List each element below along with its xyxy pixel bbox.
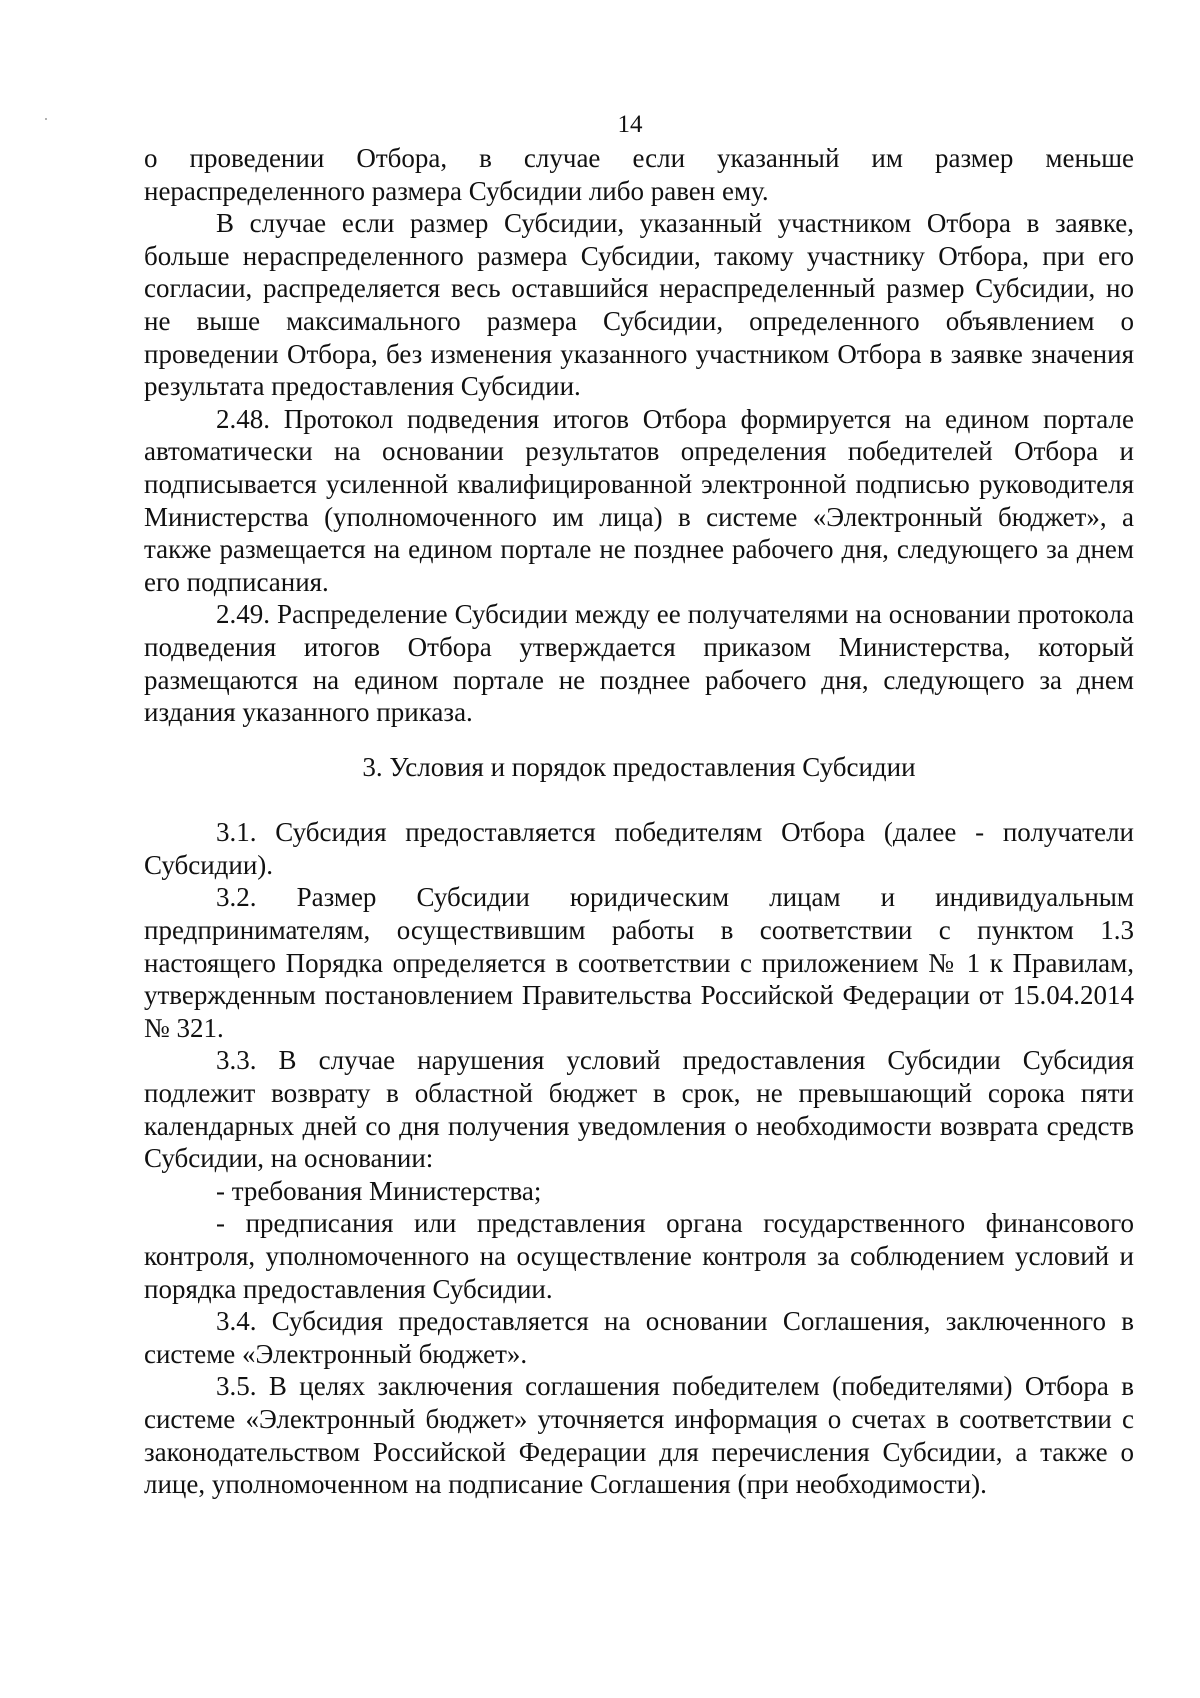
paragraph-subsidy-size: В случае если размер Субсидии, указанный участником Отбора в заявке, больше нераспределенного размера Субсидии, такому участнику Отбора, при его согласии, распределяется весь оставшийся нераспределенный размер Субсидии, но не выше максимального размера Субсидии, определенного объявлением о проведении Отбора, без изменения указанного участником Отбора в заявке значения результата предоставления Субсидии.	[144, 208, 1134, 402]
document-body	[144, 142, 1134, 1501]
page-number: 14	[617, 111, 643, 138]
paragraph-2-49: 2.49. Распределение Субсидии между ее получателями на основании протокола подведения итогов Отбора утверждается приказом Министерства, который размещаются на едином портале не позднее рабочего дня, следующего за днем издания указанного приказа.	[144, 599, 1134, 728]
paragraph-3-4: 3.4. Субсидия предоставляется на основании Соглашения, заключенного в системе «Электронный бюджет».	[144, 1306, 1134, 1369]
paragraph-3-5: 3.5. В целях заключения соглашения победителем (победителями) Отбора в системе «Электронный бюджет» уточняется информация о счетах в соответствии с законодательством Российской Федерации для перечисления Субсидии, а также о лице, уполномоченном на подписание Соглашения (при необходимости).	[144, 1371, 1134, 1500]
paragraph-continuation: о проведении Отбора, в случае если указанный им размер меньше нераспределенного размера Субсидии либо равен ему.	[144, 143, 1134, 206]
paragraph-3-1: 3.1. Субсидия предоставляется победителям Отбора (далее - получатели Субсидии).	[144, 817, 1134, 880]
paragraph-3-3: 3.3. В случае нарушения условий предоставления Субсидии Субсидия подлежит возврату в областной бюджет в срок, не превышающий сорока пяти календарных дней со дня получения уведомления о необходимости возврата средств Субсидии, на основании:	[144, 1045, 1134, 1174]
section-heading: 3. Условия и порядок предоставления Субсидии	[362, 751, 916, 782]
paragraph-3-2: 3.2. Размер Субсидии юридическим лицам и индивидуальным предпринимателям, осуществившим работы в соответствии с пунктом 1.3 настоящего Порядка определяется в соответствии с приложением № 1 к Правилам, утвержденным постановлением Правительства Российской Федерации от 15.04.2014 № 321.	[144, 882, 1134, 1043]
list-item-requirement: - требования Министерства;	[216, 1175, 542, 1206]
paragraph-2-48: 2.48. Протокол подведения итогов Отбора формируется на едином портале автоматически на основании результатов определения победителей Отбора и подписывается усиленной квалифицированной электронной подписью руководителя Министерства (уполномоченного им лица) в системе «Электронный бюджет», а также размещается на едином портале не позднее рабочего дня, следующего за днем его подписания.	[144, 403, 1134, 597]
list-item-prescription: - предписания или представления органа государственного финансового контроля, уполномоченного на осуществление контроля за соблюдением условий и порядка предоставления Субсидии.	[144, 1208, 1134, 1304]
